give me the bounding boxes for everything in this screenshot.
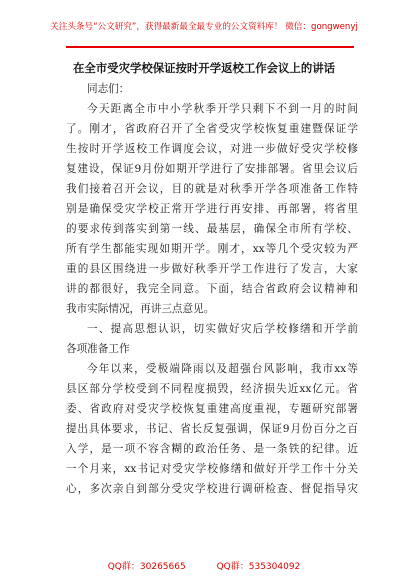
paragraph-line: 复建设，保证9月份如期开学进行了安排部署。省里会议后 — [66, 163, 358, 175]
paragraph-line: 我们接着召开会议，目的就是对秋季开学各项准备工作特 — [66, 183, 358, 195]
paragraph-line: 生按时开学返校工作调度会议，对进一步做好受灾学校修 — [66, 143, 358, 155]
paragraph-line: 一个月来，xx书记对受灾学校修缮和做好开学工作十分关 — [66, 463, 358, 475]
header-divider — [66, 46, 354, 48]
greeting-line: 同志们： — [87, 83, 130, 95]
paragraph-line: 别是确保受灾学校正常开学进行再安排、再部署，将省里 — [66, 203, 358, 215]
paragraph-line: 重的县区围绕进一步做好秋季开学工作进行了发言，大家 — [66, 263, 358, 275]
paragraph-line: 提出具体要求，书记、省长反复强调，保证9月份百分之百 — [66, 423, 358, 435]
paragraph-line: 讲的都很好，我完全同意。下面，结合省政府会议精神和 — [66, 283, 358, 295]
footer-qq-group-2: QQ群：535304092 — [216, 562, 301, 572]
paragraph-line: 今年以来，受极端降雨以及超强台风影响，我市xx等 — [87, 363, 358, 375]
paragraph-line: 县区部分学校受到不同程度损毁，经济损失近xx亿元。省 — [66, 383, 358, 395]
section-heading-line: 各项准备工作 — [66, 343, 130, 355]
paragraph-line: 入学，是一项不容含糊的政治任务、是一条铁的纪律。近 — [66, 443, 358, 455]
paragraph-line: 我市实际情况，再讲三点意见。 — [66, 303, 215, 315]
footer-qq-group-1: QQ群：30265665 — [107, 562, 186, 572]
paragraph-line: 所有学生都能实现如期开学。刚才，xx等几个受灾较为严 — [66, 243, 358, 255]
paragraph-line: 心，多次亲自到部分受灾学校进行调研检查、督促指导灾 — [66, 483, 358, 495]
section-heading-line: 一、提高思想认识，切实做好灾后学校修缮和开学前 — [87, 323, 358, 335]
paragraph-line: 委、省政府对受灾学校恢复重建高度重视，专题研究部署 — [66, 403, 358, 415]
header-banner: 关注头条号“公文研究”，获得最新最全最专业的公文资料库！ 微信：gongwenyj — [50, 22, 358, 32]
footer-contact — [0, 559, 408, 572]
paragraph-line: 了。刚才，省政府召开了全省受灾学校恢复重建暨保证学 — [66, 123, 358, 135]
paragraph-line: 今天距离全市中小学秋季开学只剩下不到一月的时间 — [87, 103, 358, 115]
document-body — [66, 79, 358, 499]
document-title: 在全市受灾学校保证按时开学返校工作会议上的讲话 — [73, 61, 335, 75]
paragraph-line: 的要求传到落实到第一线、最基层，确保全市所有学校、 — [66, 223, 358, 235]
